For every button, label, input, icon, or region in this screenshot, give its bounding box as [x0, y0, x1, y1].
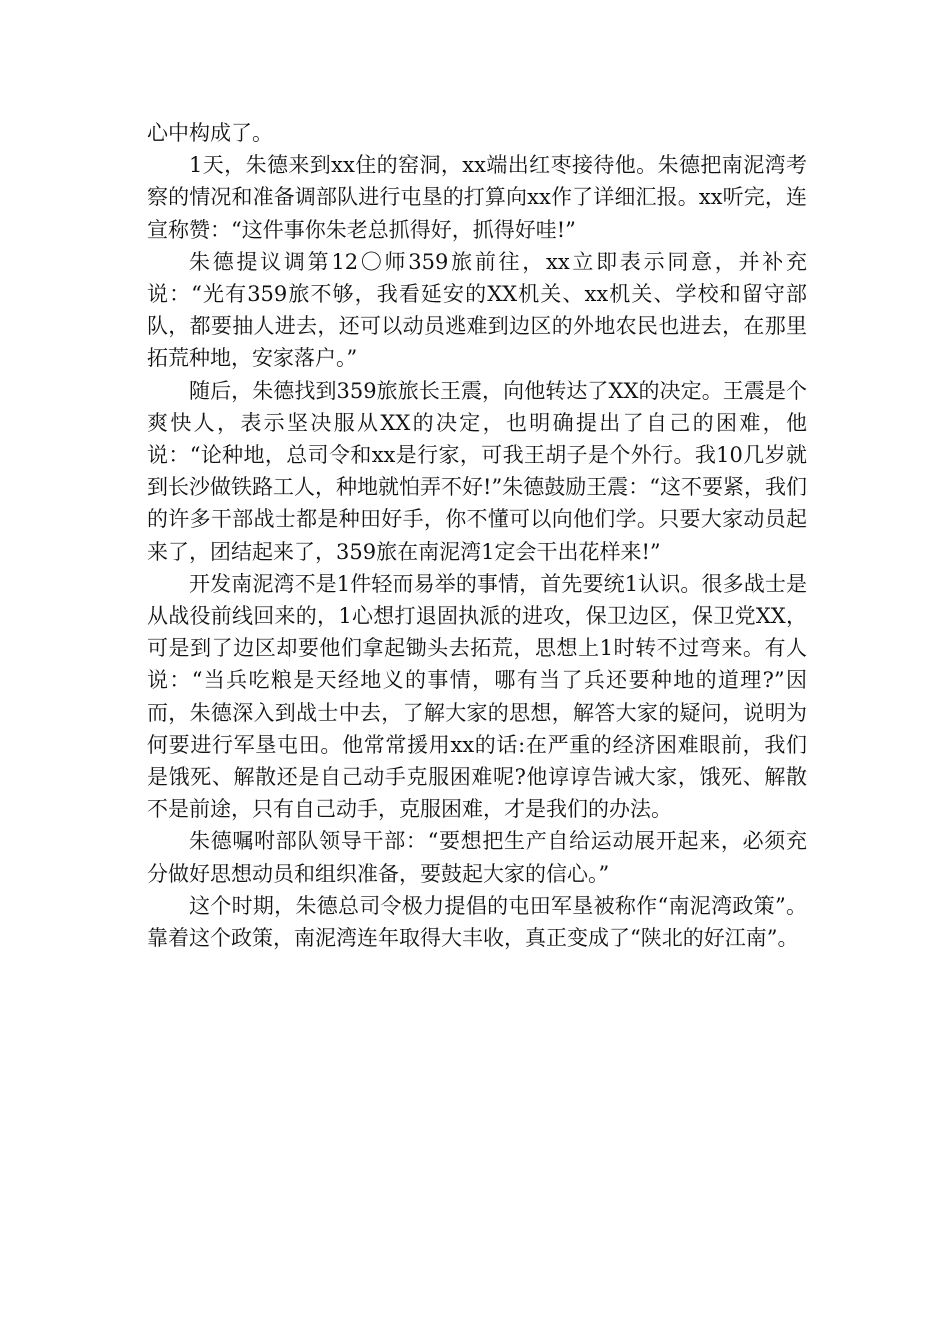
- paragraph-2: 1天，朱德来到xx住的窑洞，xx端出红枣接待他。朱德把南泥湾考察的情况和准备调部队进行屯垦的打算向xx作了详细汇报。xx听完，连宣称赞：“这件事你朱老总抓得好，抓得好哇!”: [147, 153, 807, 242]
- paragraph-4: 随后，朱德找到359旅旅长王震，向他转达了XX的决定。王震是个爽快人，表示坚决服从XX的决定，也明确提出了自己的困难，他说：“论种地，总司令和xx是行家，可我王胡子是个外行。我10几岁就到长沙做铁路工人，种地就怕弄不好!”朱德鼓励王震：“这不要紧，我们的许多干部战士都是种田好手，你不懂可以向他们学。只要大家动员起来了，团结起来了，359旅在南泥湾1定会干出花样来!”: [147, 378, 807, 564]
- paragraph-5: 开发南泥湾不是1件轻而易举的事情，首先要统1认识。很多战士是从战役前线回来的，1心想打退固执派的进攻，保卫边区，保卫党XX，可是到了边区却要他们拿起锄头去拓荒，思想上1时转不过弯来。有人说：“当兵吃粮是天经地义的事情，哪有当了兵还要种地的道理?”因而，朱德深入到战士中去，了解大家的思想，解答大家的疑问，说明为何要进行军垦屯田。他常常援用xx的话:在严重的经济困难眼前，我们是饿死、解散还是自己动手克服困难呢?他谆谆告诫大家，饿死、解散不是前途，只有自己动手，克服困难，才是我们的办法。: [147, 571, 807, 822]
- paragraph-6: 朱德嘱咐部队领导干部：“要想把生产自给运动展开起来，必须充分做好思想动员和组织准备，要鼓起大家的信心。”: [147, 829, 807, 886]
- document-body: [147, 117, 807, 954]
- paragraph-1: 心中构成了。: [147, 121, 273, 145]
- paragraph-3: 朱德提议调第12〇师359旅前往，xx立即表示同意，并补充说：“光有359旅不够，我看延安的XX机关、xx机关、学校和留守部队，都要抽人进去，还可以动员逃难到边区的外地农民也进去，在那里拓荒种地，安家落户。”: [147, 249, 807, 371]
- paragraph-7: 这个时期，朱德总司令极力提倡的屯田军垦被称作“南泥湾政策”。靠着这个政策，南泥湾连年取得大丰收，真正变成了“陕北的好江南”。: [147, 893, 807, 951]
